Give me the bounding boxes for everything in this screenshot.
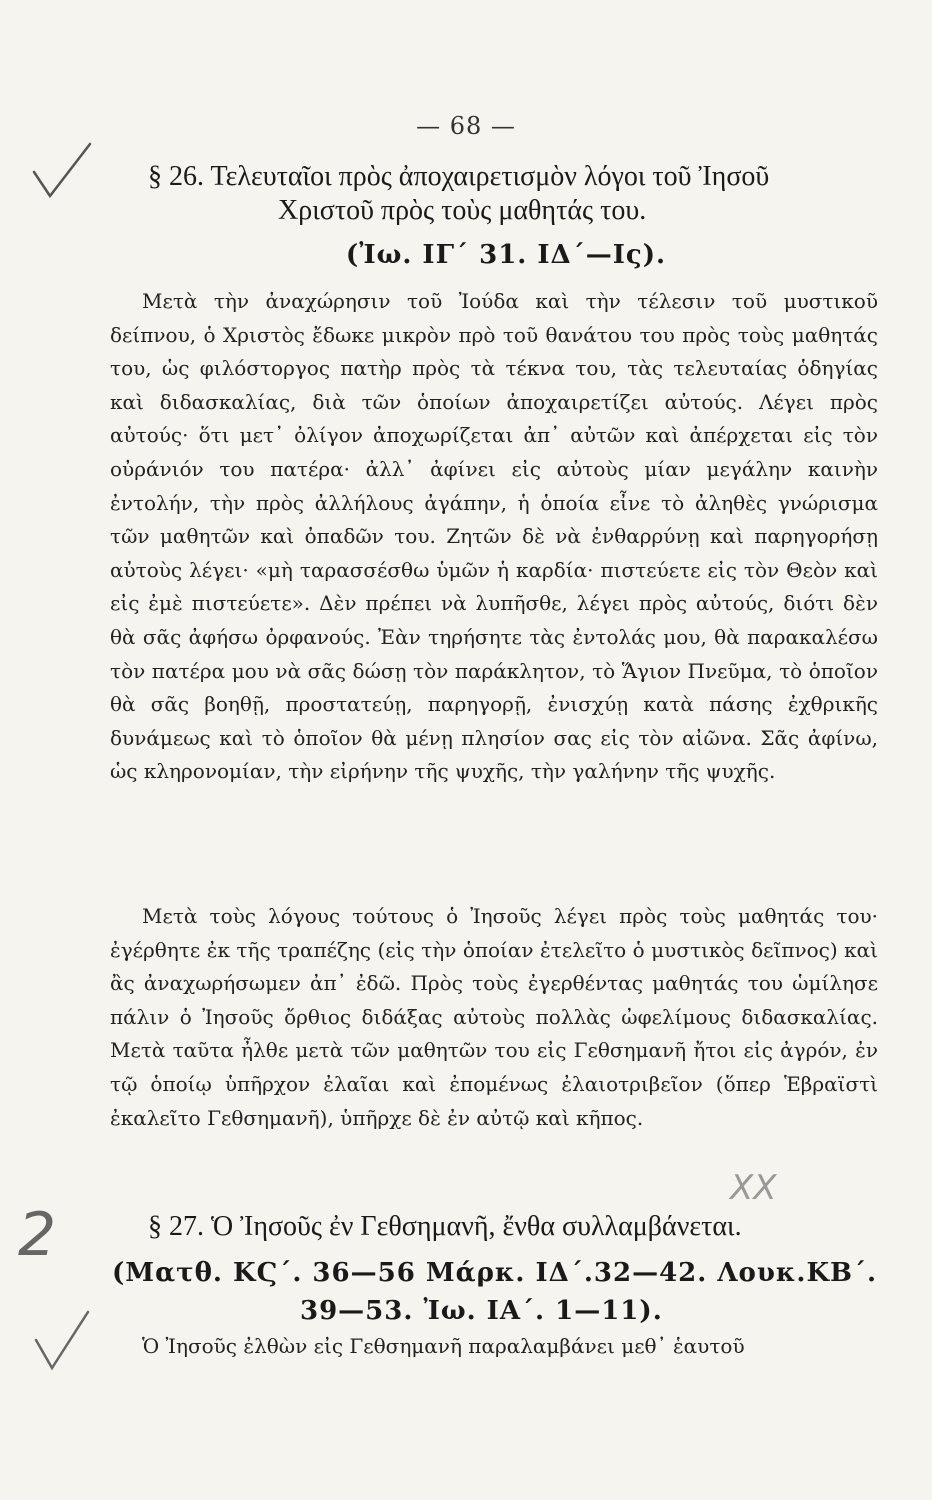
- section-27-reference-line1: (Ματθ. ΚϚ΄. 36—56 Μάρκ. ΙΔ΄.32—42. Λουκ.ΚΒ΄.: [112, 1258, 878, 1288]
- margin-mark-right: ΧΧ: [730, 1168, 777, 1208]
- checkmark-icon: [28, 140, 98, 210]
- margin-number-left: 2: [18, 1200, 57, 1270]
- checkmark-icon: [28, 1310, 98, 1380]
- section-26-title-line2: Χριστοῦ πρὸς τοὺς μαθητάς του.: [278, 195, 647, 226]
- section-27-reference-line2: 39—53. Ἰω. ΙΑ΄. 1—11).: [300, 1296, 663, 1326]
- page-number: — 68 —: [416, 112, 516, 140]
- section-26-heading: [148, 160, 878, 228]
- section-26-title-line1: § 26. Τελευταῖοι πρὸς ἀποχαιρετισμὸν λόγοι τοῦ Ἰησοῦ: [148, 161, 770, 192]
- section-27-reference: [112, 1254, 892, 1330]
- section-26-paragraph-1: Μετὰ τὴν ἀναχώρησιν τοῦ Ἰούδα καὶ τὴν τέλεσιν τοῦ μυστικοῦ δείπνου, ὁ Χριστὸς ἔδωκε μικρὸν πρὸ τοῦ θανάτου του πρὸς τοὺς μαθητάς του, ὡς φιλόστοργος πατὴρ πρὸς τὰ τέκνα του, τὰς τελευταίας ὁδηγίας καὶ διδασκαλίας, διὰ τῶν ὁποίων ἀποχαιρετίζει αὐτούς. Λέγει πρὸς αὐτούς· ὅτι μετ᾿ ὀλίγον ἀποχωρίζεται ἀπ᾿ αὐτῶν καὶ ἀπέρχεται εἰς τὸν οὐράνιόν του πατέρα· ἀλλ᾿ ἀφίνει εἰς αὐτοὺς μίαν μεγάλην καινὴν ἐντολήν, τὴν πρὸς ἀλλήλους ἀγάπην, ἡ ὁποία εἶνε τὸ ἀληθὲς γνώρισμα τῶν μαθητῶν καὶ ὀπαδῶν του. Ζητῶν δὲ νὰ ἐνθαρρύνῃ καὶ παρηγορήσῃ αὐτοὺς λέγει· «μὴ ταρασσέσθω ὑμῶν ἡ καρδία· πιστεύετε εἰς τὸν Θεὸν καὶ εἰς ἐμὲ πιστεύετε». Δὲν πρέπει νὰ λυπῆσθε, λέγει πρὸς αὐτούς, διότι δὲν θὰ σᾶς ἀφήσω ὀρφανούς. Ἐὰν τηρήσητε τὰς ἐντολάς μου, θὰ παρακαλέσω τὸν πατέρα μου νὰ σᾶς δώσῃ τὸν παράκλητον, τὸ Ἅγιον Πνεῦμα, τὸ ὁποῖον θὰ σᾶς βοηθῇ, προστατεύῃ, παρηγορῇ, ἐνισχύῃ κατὰ πάσης ἐχθρικῆς δυνάμεως καὶ τὸ ὁποῖον θὰ μένῃ πλησίον σας εἰς τὸν αἰῶνα. Σᾶς ἀφίνω, ὡς κληρονομίαν, τὴν εἰρήνην τῆς ψυχῆς, τὴν γαλήνην τῆς ψυχῆς.: [110, 289, 878, 784]
- section-26-paragraph-2: Μετὰ τοὺς λόγους τούτους ὁ Ἰησοῦς λέγει πρὸς τοὺς μαθητάς του· ἐγέρθητε ἐκ τῆς τραπέζης (εἰς τὴν ὁποίαν ἐτελεῖτο ὁ μυστικὸς δεῖπνος) καὶ ἂς ἀναχωρήσωμεν ἀπ᾿ ἐδῶ. Πρὸς τοὺς ἐγερθέντας μαθητάς του ὡμίλησε πάλιν ὁ Ἰησοῦς ὄρθιος διδάξας αὐτοὺς πολλὰς ὠφελίμους διδασκαλίας. Μετὰ ταῦτα ἦλθε μετὰ τῶν μαθητῶν του εἰς Γεθσημανῆ ἤτοι εἰς ἀγρόν, ἐν τῷ ὁποίῳ ὑπῆρχον ἐλαῖαι καὶ ἐπομένως ἐλαιοτριβεῖον (ὅπερ Ἑβραϊστὶ ἐκαλεῖτο Γεθσημανῆ), ὑπῆρχε δὲ ἐν αὐτῷ καὶ κῆπος.: [110, 904, 878, 1130]
- section-26-reference: (Ἰω. ΙΓ΄ 31. ΙΔ΄—Ις).: [345, 240, 667, 270]
- section-27-paragraph-start: Ὁ Ἰησοῦς ἐλθὼν εἰς Γεθσημανῆ παραλαμβάνει μεθ᾿ ἑαυτοῦ: [142, 1334, 745, 1358]
- section-27-heading: § 27. Ὁ Ἰησοῦς ἐν Γεθσημανῆ, ἔνθα συλλαμβάνεται.: [148, 1211, 742, 1242]
